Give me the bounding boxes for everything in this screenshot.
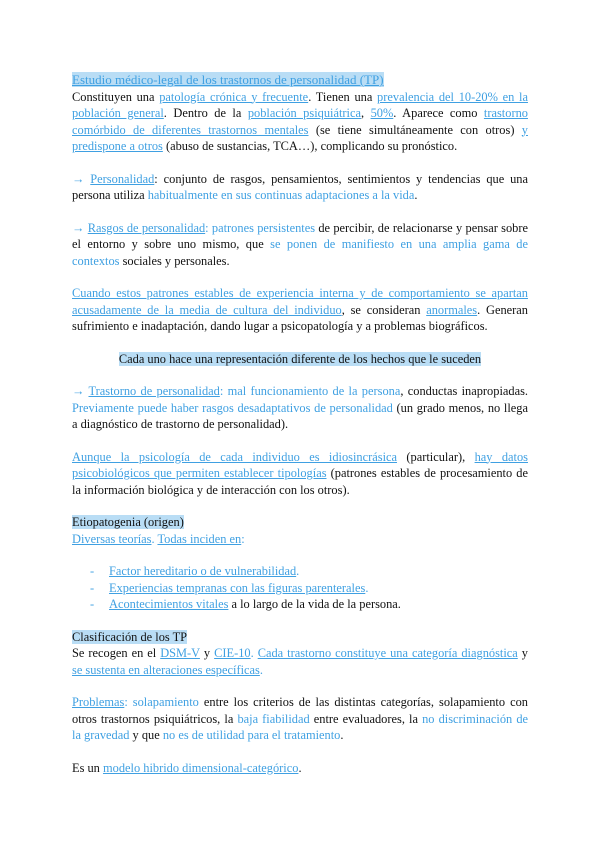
text: y que — [129, 728, 163, 742]
text: entre evaluadores, la — [309, 711, 423, 726]
text-blue: se sustenta en alteraciones específicas — [72, 662, 260, 677]
paragraph-teorias — [72, 531, 528, 548]
text-blue: Previamente puede haber rasgos desadaptativos de personalidad — [72, 400, 393, 415]
text-blue: DSM-V — [160, 646, 200, 660]
text: de percibir, de relacionarse y pensar sobre el entorno y sobre uno mismo, que — [72, 220, 528, 251]
text-blue: CIE-10 — [214, 646, 251, 660]
text: , conductas inapropiadas. — [400, 384, 529, 398]
text-blue: Diversas teorías — [72, 531, 152, 546]
text: (abuso de sustancias, TCA…), complicando su pronóstico. — [162, 139, 458, 153]
text-blue: . — [296, 564, 300, 578]
text: , se consideran — [341, 302, 427, 317]
text-blue: población psiquiátrica — [247, 106, 361, 120]
list-item — [90, 580, 528, 597]
text-blue: : mal funcionamiento de la persona — [219, 384, 401, 398]
paragraph-patrones — [72, 285, 528, 335]
text: sociales y personales. — [119, 253, 230, 268]
list-item — [90, 563, 528, 580]
text-blue: Todas inciden en — [157, 531, 242, 546]
arrow-icon: → — [72, 220, 88, 235]
text-blue: prevalencia del 10-20% en la población general — [72, 89, 528, 120]
paragraph-intro — [72, 89, 528, 155]
text: Se recogen en el — [72, 646, 161, 660]
center-note: Cada uno hace una representación diferente de los hechos que le suceden — [118, 351, 482, 366]
dash-bullet-icon: - — [90, 580, 95, 595]
text-blue: Problemas — [72, 695, 125, 709]
text-blue: Rasgos de personalidad — [87, 220, 206, 235]
text: . — [298, 760, 302, 775]
text: . Aparece como — [393, 106, 484, 120]
text: entre los criterios de las distintas categorías, solapamiento con otros trastornos psiquiátricos, la — [72, 695, 528, 726]
text-blue: Cuando estos patrones estables de experiencia interna y de comportamiento se apartan acusadamente de la media de cultura del individuo — [72, 286, 528, 317]
arrow-icon: → — [72, 171, 91, 186]
paragraph-personalidad — [72, 171, 528, 204]
text-blue: : — [205, 220, 212, 235]
text: . — [340, 728, 344, 742]
text-blue: habitualmente en sus continuas adaptaciones a la vida — [147, 188, 415, 202]
text-blue: Factor hereditario o de vulnerabilidad — [109, 564, 297, 578]
text-blue: . — [259, 662, 263, 677]
text: (particular), — [397, 449, 475, 464]
text-blue: : — [241, 531, 245, 546]
title-line — [72, 72, 528, 89]
text-blue: baja fiabilidad — [237, 711, 310, 726]
text-blue: patología crónica y frecuente — [159, 89, 309, 104]
text-blue: . — [250, 646, 258, 660]
text-blue: Cada trastorno constituye una categoría diagnóstica — [257, 646, 518, 660]
dash-bullet-icon: - — [90, 564, 95, 578]
text: . Generan sufrimiento e inadaptación, dando lugar a psicopatología y a problemas biográficos. — [72, 302, 528, 333]
text: . — [414, 188, 418, 202]
arrow-icon: → — [72, 384, 89, 398]
paragraph-clasificacion — [72, 645, 528, 678]
text: . Dentro de la — [163, 106, 248, 120]
text: (un grado menos, no llega a diagnóstico de trastorno de personalidad). — [72, 400, 528, 431]
text: a lo largo de la vida de la persona. — [228, 597, 401, 611]
text-blue: no discriminación de la gravedad — [72, 711, 529, 742]
document-page — [72, 72, 528, 776]
paragraph-psicologia — [72, 449, 528, 499]
paragraph-modelo — [72, 760, 528, 777]
text: Constituyen una — [72, 89, 160, 104]
text-blue: Acontecimientos vitales — [109, 597, 229, 611]
text: Es un — [72, 760, 103, 775]
text: . Tienen una — [308, 89, 378, 104]
heading-line — [72, 514, 528, 531]
text-blue: : solapamiento — [124, 695, 199, 709]
etiology-list — [72, 563, 528, 613]
text-blue: modelo hibrido dimensional-categórico — [102, 760, 299, 775]
paragraph-rasgos — [72, 220, 528, 270]
list-item — [90, 596, 528, 613]
text-blue: 50% — [370, 106, 394, 120]
dash-bullet-icon: - — [90, 597, 95, 611]
text-blue: no es de utilidad para el tratamiento — [162, 728, 341, 742]
section-heading-etiopatogenia: Etiopatogenia (origen) — [72, 515, 184, 529]
text: y — [199, 646, 215, 660]
text-blue: Experiencias tempranas con las figuras parenterales — [109, 580, 366, 595]
text-blue: Personalidad — [90, 171, 155, 186]
text: (patrones estables de procesamiento de la información biológica y de interacción con los otros). — [72, 466, 528, 497]
text: y — [517, 646, 528, 660]
text-blue: . — [365, 580, 369, 595]
section-heading-clasificacion: Clasificación de los TP — [72, 629, 188, 644]
heading-line — [72, 629, 528, 646]
document-title: Estudio médico-legal de los trastornos de personalidad (TP) — [72, 72, 384, 87]
text: , — [360, 106, 371, 120]
text: : conjunto de rasgos, pensamientos, sentimientos y tendencias que una persona utiliza — [72, 171, 528, 202]
center-note-line — [72, 351, 528, 368]
paragraph-trastorno — [72, 383, 528, 433]
paragraph-problemas — [72, 694, 528, 744]
text-blue: trastorno comórbido de diferentes trastornos mentales — [72, 106, 528, 137]
text-blue: y predispone a otros — [72, 122, 528, 153]
text-blue: hay datos psicobiológicos que permiten establecer tipologías — [72, 449, 528, 480]
text-blue: se ponen de manifiesto en una amplia gama de contextos — [72, 237, 528, 268]
text-blue: Trastorno de personalidad — [88, 384, 220, 398]
text-blue: . — [151, 531, 158, 546]
text-blue: patrones persistentes — [211, 220, 316, 235]
text: (se tiene simultáneamente con otros) — [308, 122, 522, 137]
text-blue: Aunque la psicología de cada individuo es idiosincrásica — [72, 449, 398, 464]
text-blue: anormales — [426, 302, 478, 317]
